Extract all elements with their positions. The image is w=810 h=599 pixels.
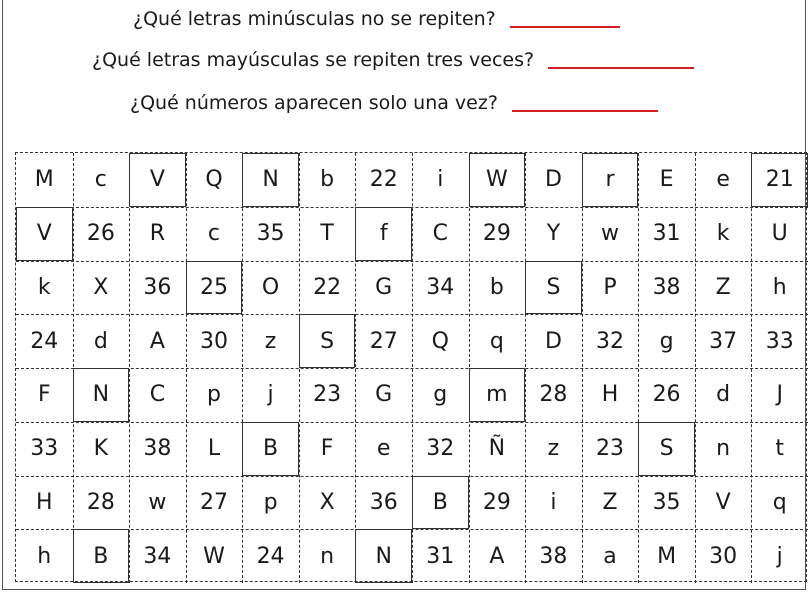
grid-cell[interactable]: 27 [369,328,398,354]
grid-cell[interactable]: V [129,153,186,207]
letter-number-grid [15,152,807,582]
grid-cell[interactable]: 36 [369,489,398,515]
grid-cell[interactable]: 34 [143,543,172,569]
grid-cell[interactable]: N [355,529,412,583]
grid-cell[interactable]: 23 [595,436,624,462]
grid-cell[interactable]: 24 [256,543,285,569]
grid-cell[interactable]: 27 [199,489,228,515]
grid-cell[interactable]: T [320,221,334,247]
grid-cell[interactable]: k [37,274,51,300]
grid-cell[interactable]: Z [715,274,731,300]
grid-cell[interactable]: Z [602,489,618,515]
grid-cell[interactable]: S [638,422,695,476]
grid-cell[interactable]: 28 [539,382,568,408]
grid-cell[interactable]: B [242,422,299,476]
grid-cell[interactable]: 32 [595,328,624,354]
grid-cell[interactable]: K [93,436,109,462]
grid-cell[interactable]: P [603,274,617,300]
grid-cell[interactable]: D [544,167,562,193]
grid-cell[interactable]: U [771,221,788,247]
grid-cell[interactable]: j [776,543,783,569]
grid-cell[interactable]: g [659,328,674,354]
grid-cell[interactable]: X [93,274,109,300]
grid-cell[interactable]: z [547,436,560,462]
grid-cell[interactable]: t [775,436,785,462]
grid-cell[interactable]: z [264,328,277,354]
question-1-text: ¿Qué letras minúsculas no se repiten? [133,8,496,30]
grid-cell[interactable]: J [776,382,783,408]
grid-cell[interactable]: 33 [30,436,59,462]
grid-cell[interactable]: q [489,328,504,354]
grid-cell[interactable]: 36 [143,274,172,300]
grid-cell[interactable]: 34 [426,274,455,300]
grid-cell[interactable]: V [715,489,731,515]
grid-cell[interactable]: 21 [751,153,808,207]
grid-cell[interactable]: M [657,543,677,569]
grid-cell[interactable]: X [319,489,335,515]
grid-cell[interactable]: O [261,274,280,300]
grid-cell[interactable]: B [412,476,469,530]
grid-cell[interactable]: 30 [199,328,228,354]
grid-cell[interactable]: 26 [86,221,115,247]
grid-cell[interactable]: 22 [369,167,398,193]
grid-cell[interactable]: h [772,274,787,300]
grid-cell[interactable]: 38 [539,543,568,569]
grid-cell[interactable]: A [489,543,505,569]
grid-cell[interactable]: c [94,167,107,193]
grid-cell[interactable]: 23 [313,382,342,408]
grid-cell[interactable]: V [16,207,73,261]
grid-cell[interactable]: b [320,167,335,193]
grid-cell[interactable]: H [601,382,619,408]
grid-cell[interactable]: B [73,529,130,583]
grid-cell[interactable]: h [37,543,52,569]
grid-cell[interactable]: 31 [652,221,681,247]
grid-cell[interactable]: d [93,328,108,354]
question-3-text: ¿Qué números aparecen solo una vez? [130,92,498,114]
grid-cell[interactable]: e [376,436,391,462]
grid-cell[interactable]: 38 [143,436,172,462]
grid-cell[interactable]: w [148,489,167,515]
grid-cell[interactable]: e [716,167,730,193]
grid-cell[interactable]: 29 [482,221,511,247]
grid-cell[interactable]: p [263,489,278,515]
grid-cell[interactable]: F [320,436,334,462]
grid-cell[interactable]: N [242,153,299,207]
grid-cell[interactable]: 31 [426,543,455,569]
grid-cell[interactable]: c [207,221,221,247]
grid-cell[interactable]: C [149,382,166,408]
grid-cell[interactable]: w [600,221,619,247]
grid-cell[interactable]: 33 [765,328,794,354]
grid-cell[interactable]: W [203,543,225,569]
grid-cell[interactable]: a [603,543,617,569]
grid-cell[interactable]: S [525,261,582,315]
grid-cell[interactable]: E [659,167,674,193]
grid-cell[interactable]: n [320,543,335,569]
grid-cell[interactable]: M [34,167,54,193]
grid-cell[interactable]: A [149,328,165,354]
grid-cell[interactable]: i [437,167,444,193]
question-3 [130,92,658,114]
grid-cell[interactable]: W [469,153,526,207]
grid-cell[interactable]: 24 [30,328,59,354]
grid-cell[interactable]: 29 [482,489,511,515]
grid-cell[interactable]: F [37,382,51,408]
grid-cell[interactable]: 25 [186,261,243,315]
grid-cell[interactable]: k [716,221,730,247]
grid-cell[interactable]: d [716,382,731,408]
grid-cell[interactable]: p [207,382,221,408]
grid-cell[interactable]: D [544,328,562,354]
grid-cell[interactable]: q [772,489,787,515]
grid-cell[interactable]: G [375,274,393,300]
grid-cell[interactable]: 22 [313,274,342,300]
grid-cell[interactable]: Q [431,328,449,354]
grid-cell[interactable]: Ñ [488,436,506,462]
grid-cell[interactable]: N [73,368,130,422]
grid-cell[interactable]: 28 [86,489,115,515]
answer-blank-3[interactable] [512,110,658,112]
question-2-text: ¿Qué letras mayúsculas se repiten tres veces? [92,49,535,71]
grid-cell[interactable]: L [207,436,221,462]
grid-cell[interactable]: 30 [709,543,738,569]
grid-cell[interactable]: 26 [652,382,681,408]
grid-cell[interactable]: H [36,489,53,515]
grid-cell[interactable]: 32 [426,436,455,462]
grid-cell[interactable]: 35 [652,489,681,515]
grid-cell[interactable]: 37 [709,328,738,354]
grid-cell[interactable]: 38 [652,274,681,300]
grid-cell[interactable]: Y [546,221,561,247]
answer-blank-2[interactable] [548,67,694,69]
grid-cell[interactable]: g [433,382,448,408]
grid-cell[interactable]: C [432,221,448,247]
grid-cell[interactable]: n [716,436,731,462]
grid-cell[interactable]: 35 [256,221,285,247]
grid-cell[interactable]: j [267,382,274,408]
grid-cell[interactable]: i [550,489,557,515]
answer-blank-1[interactable] [510,26,620,28]
question-1 [133,8,620,30]
grid-cell[interactable]: b [489,274,504,300]
grid-cell[interactable]: Q [205,167,223,193]
question-2 [92,49,694,71]
grid-cell[interactable]: G [375,382,393,408]
grid-cell[interactable]: m [469,368,526,422]
grid-cell[interactable]: S [299,314,356,368]
grid-cell[interactable]: r [582,153,639,207]
grid-cell[interactable]: f [355,207,412,261]
grid-cell[interactable]: R [149,221,166,247]
